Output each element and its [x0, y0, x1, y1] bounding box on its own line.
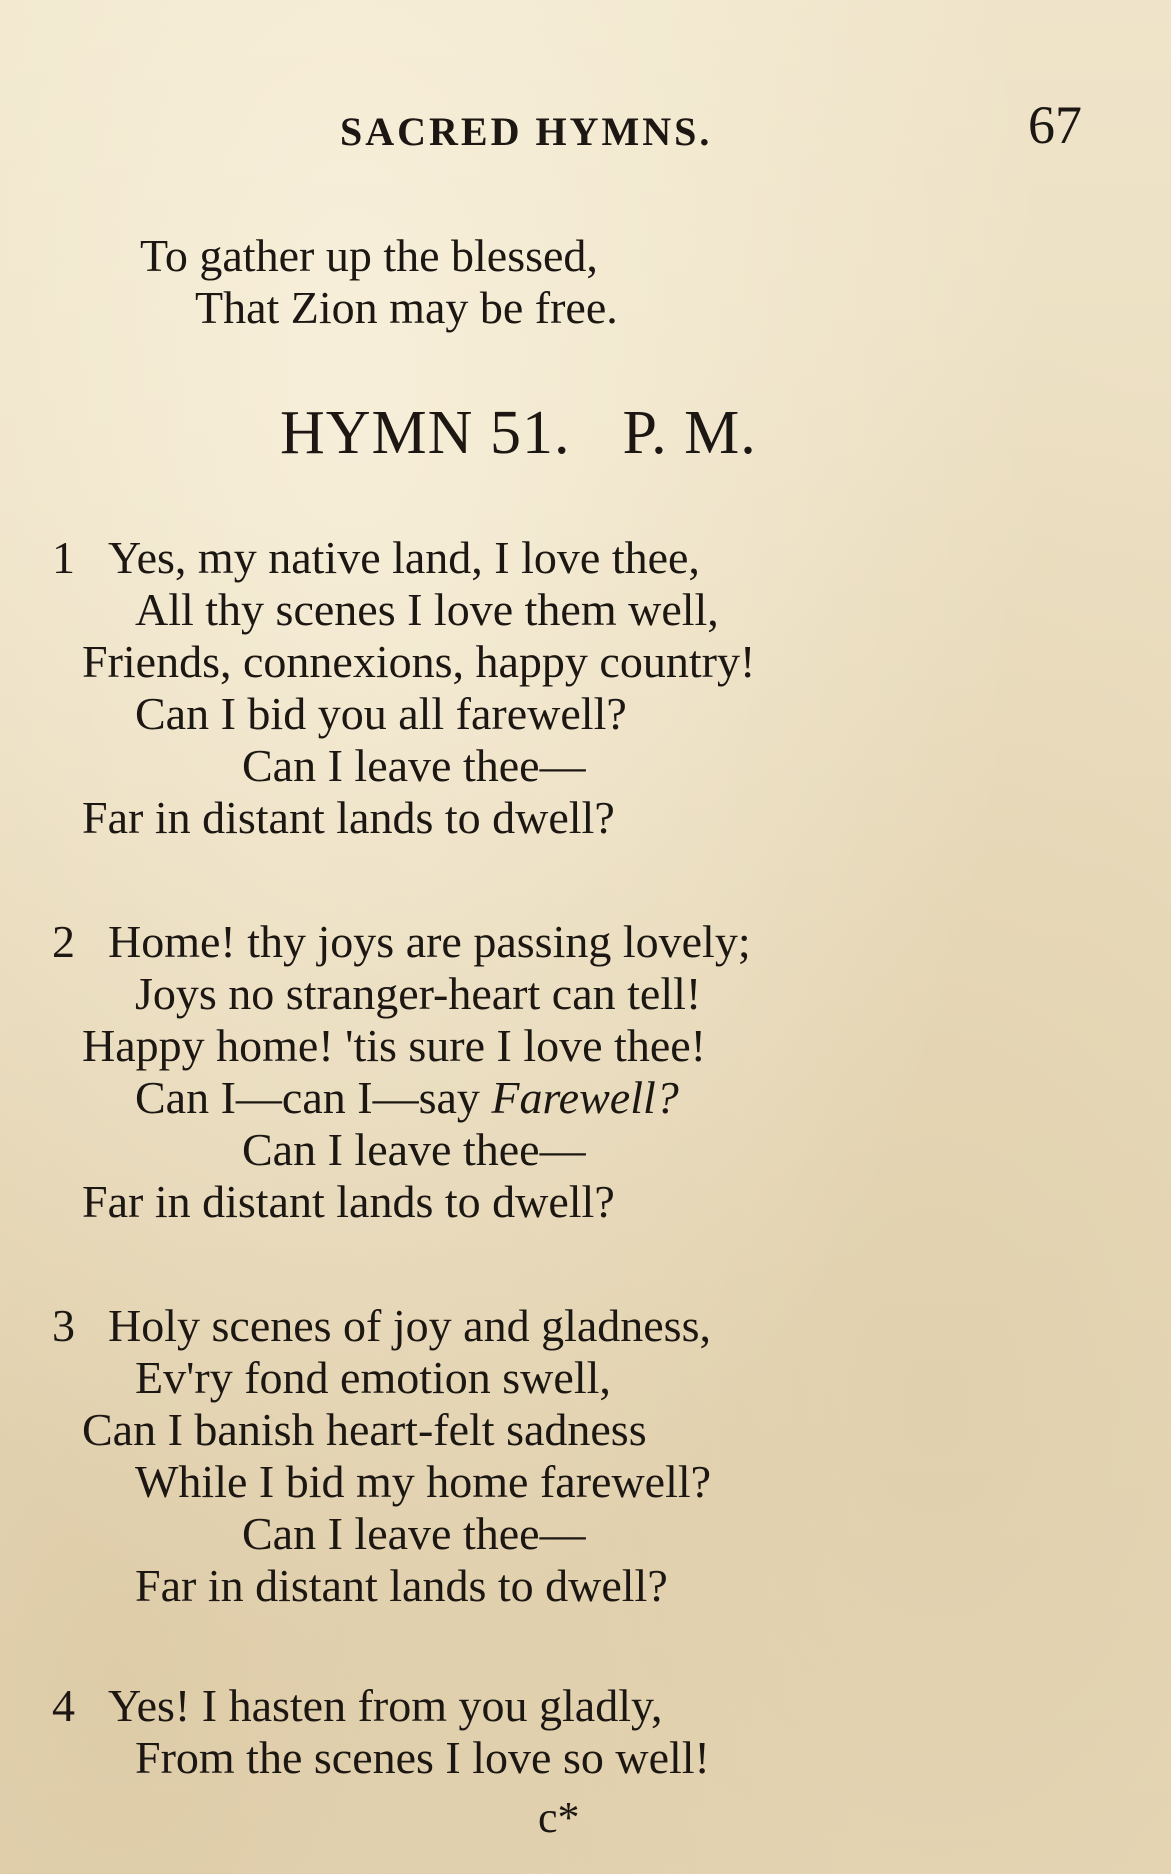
hymn-meter: P. M.	[622, 399, 757, 467]
verse-number: 4	[52, 1680, 75, 1731]
verse-3-line-6: Far in distant lands to dwell?	[135, 1560, 668, 1611]
verse-2-line-2: Joys no stranger-heart can tell!	[135, 968, 702, 1019]
running-title: SACRED HYMNS.	[340, 109, 713, 154]
verse-line-text: Yes! I hasten from you gladly,	[108, 1680, 663, 1731]
verse-line-text: Can I—can I—say	[135, 1072, 480, 1123]
verse-2-line-5: Can I leave thee—	[242, 1124, 586, 1175]
verse-number: 2	[52, 916, 75, 967]
hymn-number: HYMN 51.	[280, 399, 571, 467]
verse-2-line-6: Far in distant lands to dwell?	[82, 1176, 615, 1227]
verse-number: 3	[52, 1300, 75, 1351]
verse-4-line-1	[52, 1680, 663, 1732]
verse-line-italic-text: Farewell?	[491, 1072, 679, 1123]
verse-2-line-3: Happy home! 'tis sure I love thee!	[82, 1020, 706, 1071]
verse-4-line-2: From the scenes I love so well!	[135, 1732, 710, 1783]
verse-3-line-3: Can I banish heart-felt sadness	[82, 1404, 647, 1455]
verse-1-line-2: All thy scenes I love them well,	[135, 584, 719, 635]
hymn-heading	[280, 398, 757, 468]
verse-2-line-4	[135, 1072, 679, 1124]
verse-1-line-1	[52, 532, 700, 584]
verse-1-line-3: Friends, connexions, happy country!	[82, 636, 756, 687]
verse-3-line-4: While I bid my home farewell?	[135, 1456, 712, 1507]
verse-2-line-1	[52, 916, 751, 968]
verse-line-text: Home! thy joys are passing lovely;	[108, 916, 751, 967]
verse-3-line-5: Can I leave thee—	[242, 1508, 586, 1559]
verse-3-line-1	[52, 1300, 711, 1352]
verse-1-line-6: Far in distant lands to dwell?	[82, 792, 615, 843]
verse-line-text: Yes, my native land, I love thee,	[108, 532, 700, 583]
running-head	[0, 95, 1171, 160]
previous-hymn-line-1: To gather up the blessed,	[140, 230, 598, 281]
verse-1-line-4: Can I bid you all farewell?	[135, 688, 627, 739]
page-number: 67	[1028, 95, 1082, 155]
signature-mark: c*	[538, 1793, 580, 1842]
verse-1-line-5: Can I leave thee—	[242, 740, 586, 791]
verse-number: 1	[52, 532, 75, 583]
verse-line-text: Holy scenes of joy and gladness,	[108, 1300, 711, 1351]
previous-hymn-line-2: That Zion may be free.	[195, 282, 618, 333]
verse-3-line-2: Ev'ry fond emotion swell,	[135, 1352, 611, 1403]
